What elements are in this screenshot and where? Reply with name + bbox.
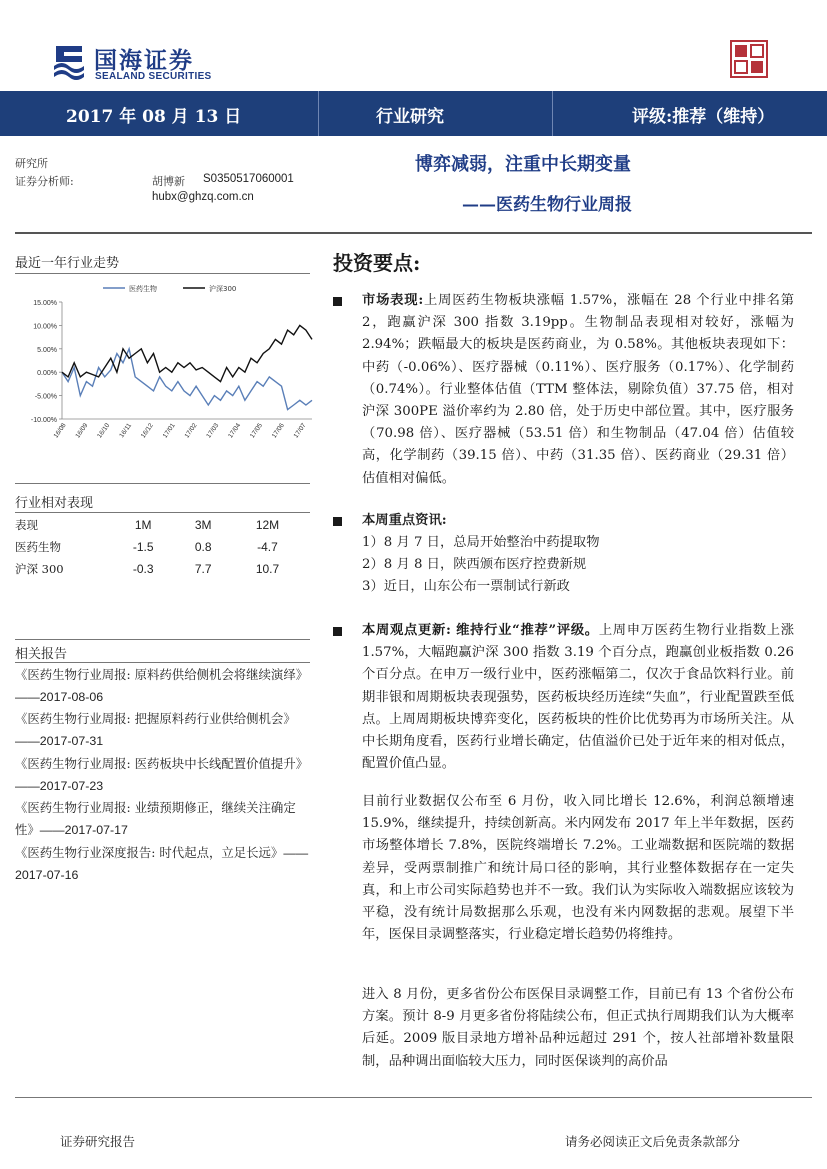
table-cell: -0.3 xyxy=(132,562,154,576)
market-text: 上周医药生物板块涨幅 1.57%，涨幅在 28 个行业中排名第 2，跑赢沪深 300 指数 3.19pp。生物制品表现相对较好，涨幅为 2.94%；跌幅最大的板块是医药商业，为 0.58%。其他板块表现如下：中药（-0.06%）、医疗器械（0.11%）、医疗服务（0.17%）、化学制药（0.74%）。行业整体估值（TTM 整体法，剔除负值）37.75 倍，相对沪深 300PE 溢价率约为 2.80 倍，处于历史中部位置。其中，医疗服务（70.98 倍）、医疗器械（53.51 倍）和生物制品（47.04 倍）估值较高，化学制药（39.15 倍）、中药（31.35 倍）、医药商业（29.31 倍）估值相对偏低。 xyxy=(362,293,794,486)
section-rule xyxy=(15,639,310,640)
industry-data-paragraph: 目前行业数据仅公布至 6 月份，收入同比增长 12.6%，利润总额增速 15.9%，继续提升，持续创新高。米内网发布 2017 年上半年数据，医药市场整体增长 7.8%，医院终端增长 7.2%。工业端数据和医院端的数据差异，受两票制推广和统计局口径的影响，其行业整体数据存在一定失真，和上市公司实际趋势也并不一致。我们认为实际收入端数据应该较为平稳，没有统计局数据那么乐观，也没有米内网数据的悲观。展望下半年，医保目录调整落实，行业稳定增长趋势仍将维持。 xyxy=(362,794,794,943)
x-tick-label: 17/04 xyxy=(227,422,243,440)
report-date: ——2017-07-17 xyxy=(39,822,128,837)
news-item: 3）近日，山东公布一票制试行新政 xyxy=(362,579,570,594)
table-cell: 沪深 300 xyxy=(15,562,64,576)
y-tick-label: 0.00% xyxy=(37,370,57,378)
y-tick-label: 15.00% xyxy=(33,300,57,307)
header-divider xyxy=(318,91,319,136)
table-cell: -1.5 xyxy=(132,540,154,554)
bullet-square-icon xyxy=(333,627,342,636)
legend-label: 医药生物 xyxy=(129,285,157,293)
table-cell: 0.8 xyxy=(194,540,212,554)
table-cell: 7.7 xyxy=(194,562,212,576)
x-tick-label: 17/05 xyxy=(248,422,265,440)
x-tick-label: 17/07 xyxy=(292,422,308,440)
report-link[interactable]: 《医药生物行业深度报告: 时代起点，立足长远》 xyxy=(15,844,284,860)
report-link[interactable]: 《医药生物行业周报: 业绩预期修正，继续关注确定性》 xyxy=(15,800,296,837)
view-text: 上周申万医药生物行业指数上涨 1.57%，大幅跑赢沪深 300 指数 3.19 个百分点，跑赢创业板指数 0.26 个百分点。在申万一级行业中，医药涨幅第二，仅次于食品饮料行业。前期非银和周期板块表现强势，医药板块经历连续“失血”，行业配置跌至低点。上周周期板块博弈变化，医药板块的性价比优势再为市场所关注。从中长期角度看，医药行业增长确定，估值溢价已处于近年来的相对低点，配置价值凸显。 xyxy=(362,623,795,772)
list-item[interactable] xyxy=(15,842,310,887)
table-row xyxy=(15,536,305,558)
x-tick-label: 16/12 xyxy=(139,422,155,440)
report-category: 行业研究 xyxy=(376,107,444,127)
footer-disclaimer: 请务必阅读正文后免责条款部分 xyxy=(565,1134,741,1149)
table-header-cell: 3M xyxy=(194,518,212,532)
y-tick-label: 10.00% xyxy=(33,323,57,331)
medical-insurance-paragraph: 进入 8 月份，更多省份公布医保目录调整工作，目前已有 13 个省份公布方案。预计 8-9 月更多省份将陆续公布，但正式执行周期我们认为大概率后延。2009 版目录地方增补品种远超过 291 个，按人社部增补数量限制，品种调出面临较大压力，同时医保谈判的高价品 xyxy=(362,987,794,1069)
bullet-square-icon xyxy=(333,297,342,306)
header-rule xyxy=(15,232,812,234)
analyst-label: 证券分析师: xyxy=(15,175,74,188)
report-link[interactable]: 《医药生物行业周报: 医药板块中长线配置价值提升》 xyxy=(15,755,309,771)
report-rating: 评级:推荐（维持） xyxy=(632,107,775,127)
report-date: 2017 年 08 月 13 日 xyxy=(66,107,242,127)
table-header-cell: 1M xyxy=(134,518,152,532)
y-tick-label: 5.00% xyxy=(37,346,57,354)
news-item: 1）8 月 7 日，总局开始整治中药提取物 xyxy=(362,535,600,550)
table-header-row xyxy=(15,514,305,536)
table-header-cell: 表现 xyxy=(15,518,38,532)
table-header-cell: 12M xyxy=(255,518,280,532)
related-reports-title: 相关报告 xyxy=(15,647,68,662)
report-date: ——2017-07-31 xyxy=(15,734,104,749)
news-label xyxy=(362,510,447,532)
report-date: ——2017-07-23 xyxy=(15,778,104,793)
report-link[interactable]: 《医药生物行业周报: 把握原料药行业供给侧机会》 xyxy=(15,711,296,727)
sealand-logo-icon xyxy=(52,42,86,80)
x-tick-label: 16/08 xyxy=(52,422,68,440)
view-label: 本周观点更新: 维持行业“推荐”评级。 xyxy=(362,623,599,638)
relative-performance-table xyxy=(15,514,305,580)
x-tick-label: 16/09 xyxy=(74,422,90,440)
footer-rule xyxy=(15,1097,812,1098)
section-rule xyxy=(15,273,310,274)
list-item[interactable] xyxy=(15,708,310,752)
footer-left: 证券研究报告 xyxy=(60,1134,136,1149)
investment-highlights-heading: 投资要点: xyxy=(333,251,421,275)
industry-trend-chart xyxy=(15,282,320,472)
y-tick-label: -5.00% xyxy=(34,393,57,401)
department: 研究所 xyxy=(15,157,48,170)
report-link[interactable]: 《医药生物行业周报: 原料药供给侧机会将继续演绎》 xyxy=(15,667,309,682)
section-rule xyxy=(15,662,310,663)
bullet-square-icon xyxy=(333,517,342,526)
market-label: 市场表现: xyxy=(362,293,424,308)
report-subtitle: ——医药生物行业周报 xyxy=(462,195,632,215)
analyst-name: 胡博新 xyxy=(152,175,185,188)
section-rule xyxy=(15,512,310,513)
report-header-bar xyxy=(0,91,827,136)
table-row xyxy=(15,558,305,580)
series-line xyxy=(62,349,312,410)
news-heading: 本周重点资讯: xyxy=(362,513,447,528)
analyst-license: S0350517060001 xyxy=(203,173,294,185)
x-tick-label: 16/10 xyxy=(96,422,112,440)
x-tick-label: 17/06 xyxy=(270,422,286,440)
header-divider xyxy=(552,91,553,136)
analyst-email[interactable]: hubx@ghzq.com.cn xyxy=(152,191,254,203)
report-title: 博弈减弱，注重中长期变量 xyxy=(415,154,631,175)
y-tick-label: -10.00% xyxy=(30,417,57,424)
report-date: ——2017-07-16 xyxy=(15,845,309,883)
table-cell: 医药生物 xyxy=(15,540,61,554)
table-cell: 10.7 xyxy=(255,562,280,576)
x-tick-label: 17/01 xyxy=(161,422,177,440)
list-item[interactable] xyxy=(15,753,310,797)
series-line xyxy=(62,325,312,381)
list-item[interactable] xyxy=(15,664,310,708)
related-reports-list xyxy=(15,664,310,887)
section-rule xyxy=(15,483,310,484)
perf-title: 行业相对表现 xyxy=(15,496,94,511)
company-logo xyxy=(52,40,232,84)
report-date: ——2017-08-06 xyxy=(15,689,104,704)
weekly-view-paragraph xyxy=(362,620,794,775)
x-tick-label: 17/02 xyxy=(183,422,199,440)
logo-english: SEALAND SECURITIES xyxy=(95,71,212,82)
logo-chinese: 国海证券 xyxy=(94,48,194,74)
market-performance-paragraph xyxy=(362,290,794,490)
research-institute-seal-icon xyxy=(730,40,768,78)
legend-label: 沪深300 xyxy=(209,285,237,293)
x-tick-label: 17/03 xyxy=(205,422,221,440)
x-tick-label: 16/11 xyxy=(118,422,134,440)
table-cell: -4.7 xyxy=(257,540,278,554)
trend-title: 最近一年行业走势 xyxy=(15,256,120,271)
news-item: 2）8 月 8 日，陕西颁布医疗控费新规 xyxy=(362,557,587,572)
list-item[interactable] xyxy=(15,797,310,841)
